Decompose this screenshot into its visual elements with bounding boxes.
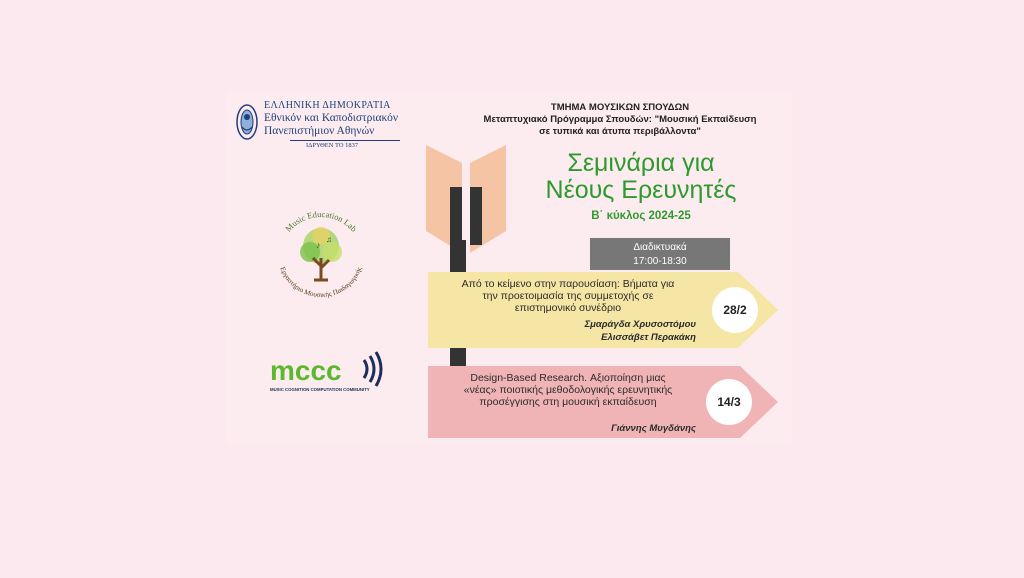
seminar-1-speakers: [528, 318, 696, 344]
mel-bottom-text: Εργαστήριο Μουσικής Παιδαγωγικής: [278, 265, 364, 300]
online-time: 17:00-18:30: [633, 256, 687, 267]
seminar-2-title-line2: «νέας» ποιοτικής μεθοδολογικής ερευνητικής: [463, 384, 673, 396]
uni-line2: Εθνικόν και Καποδιστριακόν: [264, 112, 399, 124]
signal-waves-icon: [364, 352, 381, 386]
seminar-1-title-line3: επιστημονικό συνέδριο: [514, 302, 622, 314]
mccc-logo: [268, 348, 388, 398]
program-line2: σε τυπικά και άτυπα περιβάλλοντα": [539, 126, 701, 137]
svg-text:♫: ♫: [326, 235, 332, 244]
university-seal-icon: [236, 103, 258, 141]
title-line2: Νέους Ερευνητές: [545, 176, 737, 204]
mccc-name: mccc: [270, 355, 342, 386]
seminar-1-title: [428, 278, 708, 314]
seminar-arrow-1: [428, 272, 778, 348]
university-header: [236, 100, 436, 154]
seminar-arrow-2: [428, 366, 778, 438]
university-name: [264, 100, 400, 150]
poster-title: [496, 150, 786, 204]
tree-icon: [300, 227, 342, 280]
seminar-1-date: 28/2: [712, 287, 758, 333]
seminar-2-speaker1: Γιάννης Μυγδάνης: [611, 423, 696, 434]
seminar-1-speaker1: Σμαράγδα Χρυσοστόμου: [584, 319, 696, 330]
seminar-1-title-line2: την προετοιμασία της συμμετοχής σε: [482, 290, 654, 302]
seminar-2-date: 14/3: [706, 379, 752, 425]
seminar-1-title-line1: Από το κείμενο στην παρουσίαση: Βήματα για: [461, 278, 675, 290]
program-line1: Μεταπτυχιακό Πρόγραμμα Σπουδών: "Μουσική Εκπαίδευση: [483, 114, 757, 125]
uni-line1: ΕΛΛΗΝΙΚΗ ΔΗΜΟΚΡΑΤΙΑ: [264, 100, 391, 111]
uni-line3: Πανεπιστήμιον Αθηνών: [264, 125, 375, 137]
svg-text:♪: ♪: [316, 240, 321, 250]
department-name: ΤΜΗΜΑ ΜΟΥΣΙΚΩΝ ΣΠΟΥΔΩΝ: [550, 102, 690, 113]
music-education-lab-logo: [266, 200, 376, 310]
seminar-2-title-line1: Design-Based Research. Αξιοποίηση μιας: [470, 372, 666, 384]
seminar-2-title-line3: προσέγγισης στη μουσική εκπαίδευση: [479, 396, 657, 408]
mccc-subtitle: MUSIC COGNITION COMPUTATION COMMUNITY: [270, 387, 370, 392]
seminar-2-speakers: [528, 422, 696, 435]
department-header: [470, 102, 770, 138]
mel-top-text: Music Education Lab: [283, 208, 360, 234]
uni-line4: ΙΔΡΥΘΕΝ ΤΟ 1837: [306, 142, 359, 149]
seminar-1-speaker2: Ελισσάβετ Περακάκη: [601, 332, 696, 343]
open-book-icon: [424, 143, 508, 255]
seminar-2-title: [428, 372, 708, 408]
online-info-box: [590, 238, 730, 270]
cycle-label: Β΄ κύκλος 2024-25: [591, 210, 691, 222]
title-line1: Σεμινάρια για: [567, 149, 715, 177]
online-label: Διαδικτυακά: [633, 242, 687, 253]
